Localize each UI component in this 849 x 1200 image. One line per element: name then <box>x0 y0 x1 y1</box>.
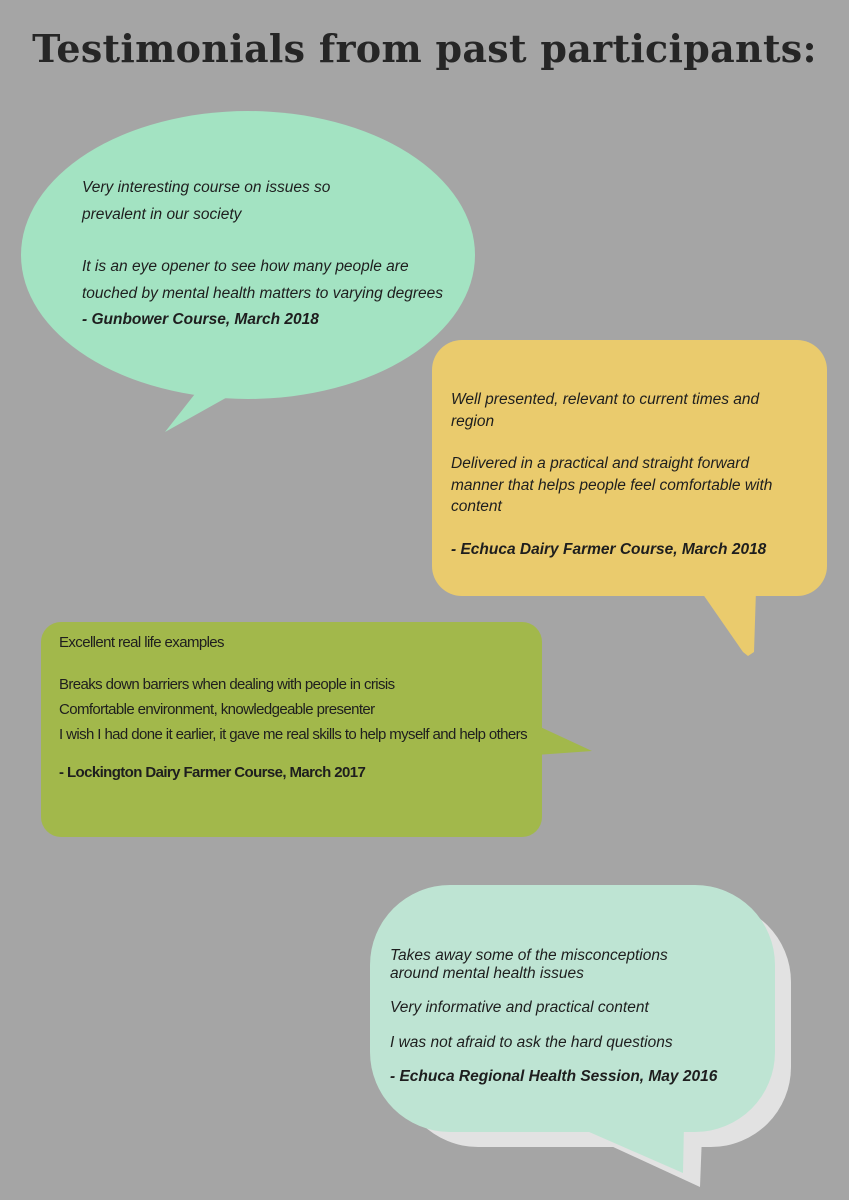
testimonial-line: It is an eye opener to see how many people are <box>82 258 409 275</box>
testimonial-line: I wish I had done it earlier, it gave me real skills to help myself and help others <box>59 726 527 743</box>
testimonial-line: around mental health issues <box>390 964 584 982</box>
testimonial-attribution: - Echuca Dairy Farmer Course, March 2018 <box>451 540 767 558</box>
testimonial-line: Takes away some of the misconceptions <box>390 947 668 964</box>
testimonial-line: Very interesting course on issues so <box>82 179 331 196</box>
testimonial-line: Comfortable environment, knowledgeable presenter <box>59 701 375 718</box>
testimonial-line: I was not afraid to ask the hard questions <box>390 1033 673 1051</box>
testimonial-attribution: - Gunbower Course, March 2018 <box>82 311 319 328</box>
testimonial-line: touched by mental health matters to varying degrees <box>82 284 444 302</box>
testimonial-3 <box>59 632 549 783</box>
testimonial-line: region <box>451 412 495 430</box>
testimonial-2 <box>451 389 801 560</box>
testimonial-4 <box>390 947 750 1086</box>
testimonial-line: Excellent real life examples <box>59 634 224 651</box>
testimonial-line: content <box>451 498 502 515</box>
testimonial-line: Very informative and practical content <box>390 999 649 1016</box>
testimonial-line: prevalent in our society <box>82 205 242 223</box>
testimonial-line: Well presented, relevant to current times and <box>451 391 760 408</box>
testimonial-line: Breaks down barriers when dealing with people in crisis <box>59 676 395 693</box>
testimonial-attribution: - Echuca Regional Health Session, May 2016 <box>390 1068 718 1085</box>
testimonial-attribution: - Lockington Dairy Farmer Course, March 2017 <box>59 764 366 781</box>
testimonial-line: Delivered in a practical and straight forward <box>451 455 750 472</box>
page-title: Testimonials from past participants: <box>32 26 817 71</box>
testimonial-1 <box>82 175 462 334</box>
testimonial-line: manner that helps people feel comfortable with <box>451 476 773 494</box>
